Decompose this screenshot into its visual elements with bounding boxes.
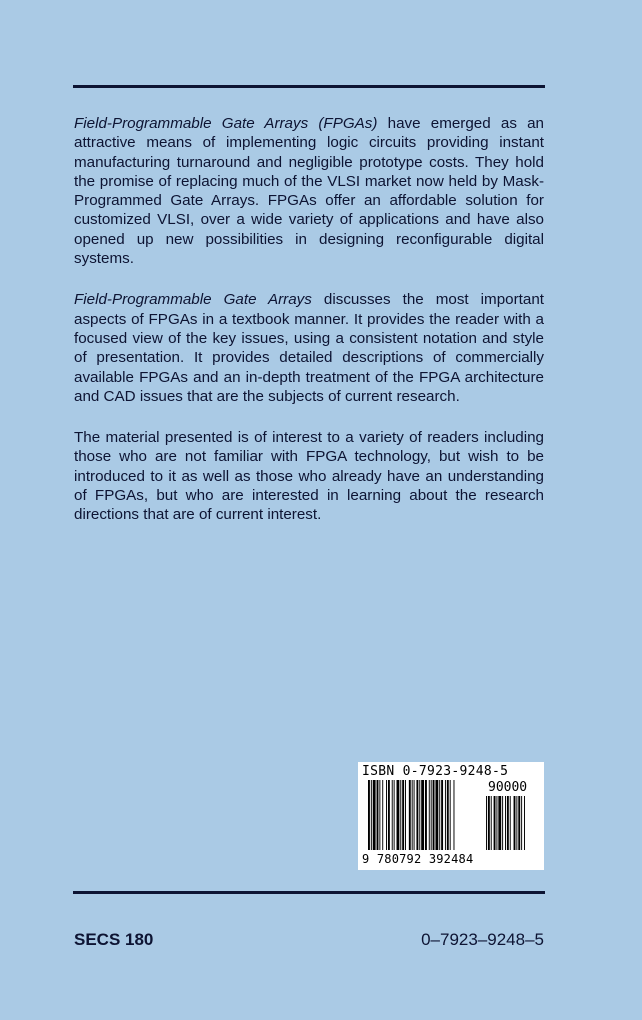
footer-isbn: 0–7923–9248–5 [421, 930, 544, 949]
barcode-addon-bar [494, 796, 496, 850]
barcode-bar [421, 780, 424, 850]
barcode-bar [429, 780, 430, 850]
barcode-bar [414, 780, 415, 850]
barcode-bar [388, 780, 390, 850]
description-text [74, 114, 544, 547]
barcode-bar [371, 780, 372, 850]
barcode-bar [382, 780, 383, 850]
barcode-bar [454, 780, 455, 850]
paragraph-1-text: have emerged as an attractive means of implementing logic circuits providing instant manufacturing turnaround and negligible prototype costs. They hold the promise of replacing much of the VLSI market now held by Mask-Programmed Gate Arrays. FPGAs offer an affordable solution for customized VLSI, over a wide variety of applications and have also opened up new possibilities in designing reconfigurable digital systems. [74, 115, 544, 268]
paragraph-2 [74, 290, 544, 406]
barcode-bar [392, 780, 393, 850]
barcode-bar [441, 780, 443, 850]
barcode-addon-bar [502, 796, 503, 850]
series-code: SECS 180 [74, 930, 154, 949]
barcode-bar [379, 780, 380, 850]
barcode-bar [447, 780, 449, 850]
barcode-addon-bar [491, 796, 492, 850]
barcode-addon-bar [514, 796, 516, 850]
barcode-addon-bar [524, 796, 525, 850]
barcode-addon-bar [496, 796, 497, 850]
barcode-bar [402, 780, 404, 850]
barcode-addon-label: 90000 [488, 780, 528, 795]
barcode-bars [366, 780, 538, 852]
barcode-addon-bar [518, 796, 520, 850]
paragraph-3: The material presented is of interest to a variety of readers including those who are not familiar with FPGA technology, but wish to be introduced to it as well as those who already have an understanding of FPGAs, but who are interested in learning about the research directions that are of current interest. [74, 429, 544, 524]
barcode-bar [431, 780, 432, 850]
barcode-bar [412, 780, 413, 850]
barcode-bar [445, 780, 446, 850]
barcode-addon-bar [498, 796, 501, 850]
barcode-bar [405, 780, 406, 850]
barcode-bar [368, 780, 370, 850]
barcode-bar [394, 780, 395, 850]
barcode-addon-bar [488, 796, 490, 850]
barcode-bar [425, 780, 427, 850]
isbn-barcode [358, 762, 544, 870]
paragraph-2-text: discusses the most important aspects of FPGAs in a textbook manner. It provides the reader with a focused view of the key issues, using a consistent notation and style of presentation. It provides detailed descriptions of commercially available FPGAs and an in-depth treatment of the FPGA architecture and CAD issues that are the subjects of current research. [74, 291, 544, 405]
barcode-bar [419, 780, 420, 850]
barcode-addon-bar [505, 796, 506, 850]
barcode-addon-bar [516, 796, 517, 850]
barcode-digits: 9 780792 392484 [362, 852, 474, 866]
barcode-bar [416, 780, 418, 850]
barcode-bar [400, 780, 401, 850]
barcode-addon-bar [521, 796, 522, 850]
barcode-bar [386, 780, 387, 850]
barcode-bar [373, 780, 376, 850]
barcode-bar [377, 780, 379, 850]
barcode-addon-bar [507, 796, 509, 850]
barcode-addon-bar [486, 796, 487, 850]
barcode-bar [439, 780, 440, 850]
bottom-rule [73, 891, 545, 894]
barcode-bar [435, 780, 438, 850]
top-rule [73, 85, 545, 88]
barcode-bar [433, 780, 435, 850]
paragraph-1 [74, 114, 544, 268]
book-title-italic: Field-Programmable Gate Arrays [74, 291, 312, 309]
barcode-bar [409, 780, 411, 850]
barcode-isbn-label: ISBN 0-7923-9248-5 [362, 764, 509, 779]
barcode-bar [450, 780, 451, 850]
barcode-bar [397, 780, 400, 850]
book-title-italic: Field-Programmable Gate Arrays (FPGAs) [74, 115, 378, 132]
barcode-addon-bar [510, 796, 511, 850]
